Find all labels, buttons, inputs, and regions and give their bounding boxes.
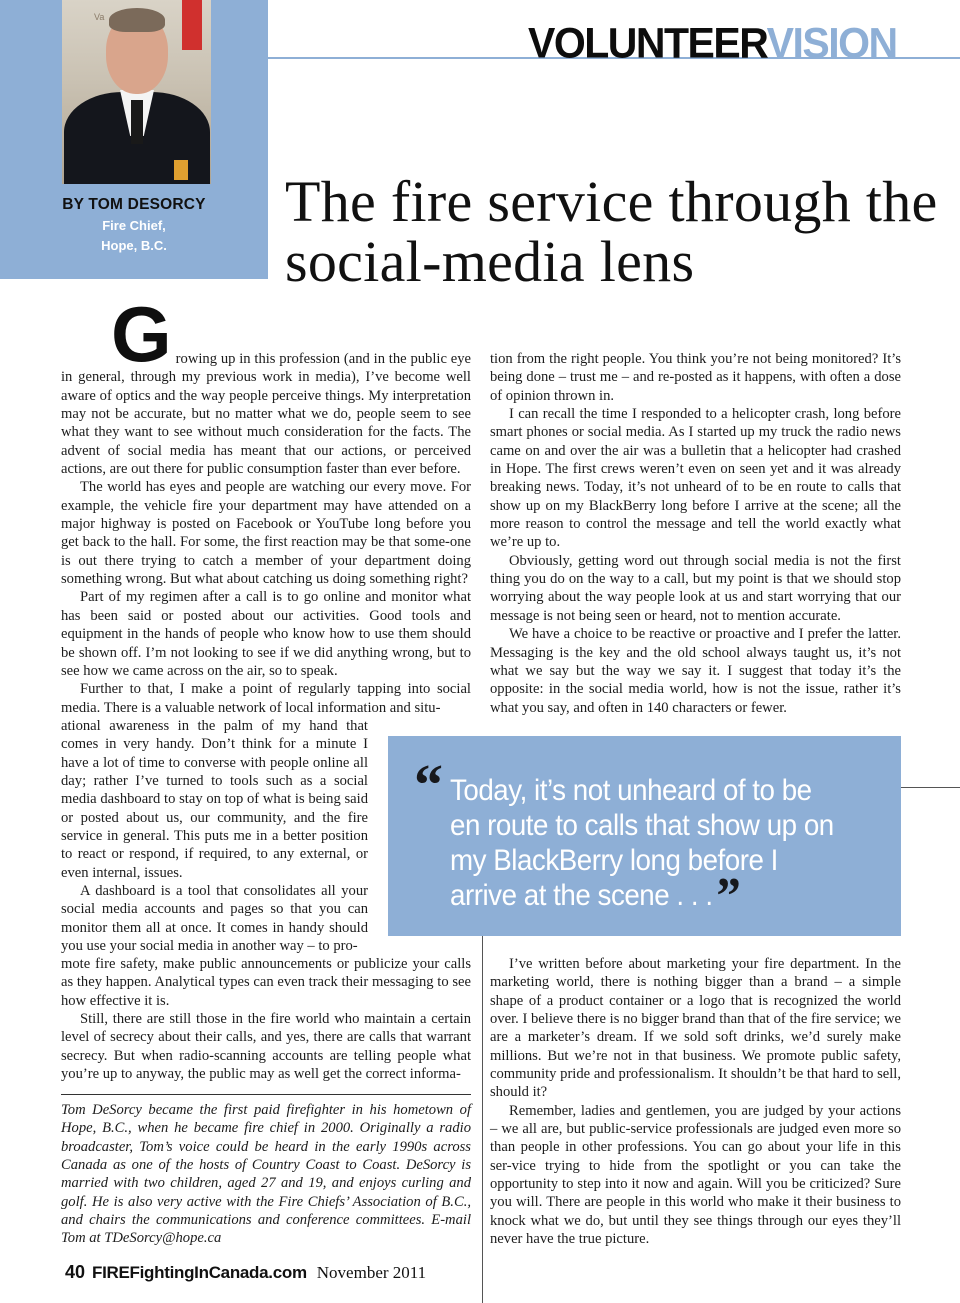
- bio-rule: [61, 1094, 471, 1095]
- article-column-right-bottom: [490, 955, 901, 1249]
- issue-date: November 2011: [316, 1263, 427, 1282]
- section-masthead: [528, 19, 897, 67]
- byline-author: BY TOM DESORCY: [62, 196, 206, 213]
- photo-hair-shape: [109, 8, 165, 32]
- drop-cap: G: [111, 290, 172, 378]
- publication-name: FIREFightingInCanada.com: [92, 1263, 307, 1282]
- article-paragraph: We have a choice to be reactive or proactive and I prefer the latter. Messaging is the key and the old school always taught us, it’s not what we say but the way we say it. I suggest that today it’s the opposite: in the social media world, how is not the issue, rather it’s what you say, and often in 140 characters or fewer.: [490, 626, 901, 716]
- article-column-left-bottom: [61, 955, 471, 1083]
- masthead-vision: VISION: [766, 18, 897, 68]
- article-paragraph: [61, 290, 471, 478]
- article-paragraph: Obviously, getting word out through social media is not the first thing you do on the way to a call, but my point is that we should stop worrying about the way people look at us and start worrying that our message is not being seen or heard, not to mention accurate.: [490, 552, 901, 624]
- paragraph-text: rowing up in this profession (and in the public eye in general, through my previous work in media), I’ve become well aware of optics and the way people perceive things. My interpretation may not be accurate, but no matter what we do, people seem to see what they want to see without much consideration for the facts. The advent of social media has meant that our actions, or perceived actions, are out there for public consumption faster than ever before.: [61, 351, 471, 478]
- author-photo: [62, 0, 211, 184]
- masthead-volunteer: VOLUNTEER: [528, 18, 767, 68]
- article-column-right-top: [490, 350, 901, 717]
- pull-quote-text: Today, it’s not unheard of to be en route to calls that show up on my BlackBerry long before I arrive at the scene . . .: [450, 774, 834, 912]
- article-paragraph-continued: ational awareness in the palm of my hand that comes in very handy. Don’t think for a minute I have a lot of time to converse with people online all day; rather I’ve turned to tools such as a social media dashboard to stay on top of what is being said or posted about us, our community, and the fire service in general. This puts me in a better position to react or respond, if required, to any external, or even internal, issues.: [61, 718, 368, 881]
- article-paragraph: A dashboard is a tool that consolidates all your social media accounts and pages so that you can monitor them all at once. It comes in handy should you use your social media in another way – to pro-: [61, 883, 368, 955]
- author-bio: Tom DeSorcy became the first paid firefighter in his hometown of Hope, B.C., when he became fire chief in 2000. Originally a radio broadcaster, Tom’s voice could be heard in the early 1990s across Canada as one of the hosts of Country Coast to Coast. DeSorcy is married with two children, aged 27 and 19, and enjoys curling and golf. He is also very active with the Fire Chiefs’ Association of B.C., and chairs the communications and conference committees. E-mail Tom at TDeSorcy@hope.ca: [61, 1102, 471, 1247]
- pull-quote: [450, 773, 845, 925]
- article-column-left-narrow: [61, 717, 368, 955]
- article-headline: The fire service through the social-media lens: [285, 169, 938, 294]
- article-paragraph: Further to that, I make a point of regularly tapping into social media. There is a valuable network of local information and situ-: [61, 681, 471, 716]
- page-footer: [65, 1262, 426, 1283]
- article-paragraph: Still, there are still those in the fire world who maintain a certain level of secrecy about their calls, and yes, there are calls that warrant secrecy. But when radio-scanning accounts are telling people what you’re up to anyway, the public may as well get the correct informa-: [61, 1011, 471, 1083]
- pull-quote-rule: [901, 787, 960, 788]
- article-paragraph: I can recall the time I responded to a helicopter crash, long before smart phones or social media. As I started up my truck the radio news came on and over the air was a bulletin that a helicopter had crashed in Hope. The first crews weren’t even on seen yet and it was already breaking news. Today, it’s not unheard of to be en route to calls that show up on my BlackBerry long before I arrive at the scene; all the more reason to control the message and tell the world exactly what we’re up to.: [490, 406, 901, 551]
- photo-flag-shape: [182, 0, 202, 50]
- article-paragraph: The world has eyes and people are watching our every move. For example, the vehicle fire your department may have attended on a major highway is posted on Facebook or YouTube long before you get back to the hall. For some, the first reaction may be that some-one is out there trying to catch a member of your department doing something wrong. But what about catching us doing something right?: [61, 479, 471, 588]
- article-column-left-top: [61, 290, 471, 717]
- article-paragraph: I’ve written before about marketing your fire department. In the marketing world, there is nothing bigger than a brand – a simple shape of a product container or a logo that is recognized the world over. I believe there is no bigger brand than that of the fire service; we are a marketer’s dream. If we sold soft drinks, we’d surely make millions. But we’re not in that business. We promote public safety, community pride and professionalism. It shouldn’t be that hard to sell, should it?: [490, 956, 901, 1101]
- article-paragraph: Remember, ladies and gentlemen, you are judged by your actions – we all are, but public-service professionals are judged even more so than people in other professions. You can go about your life in this ser-vice trying to hide from the spotlight or you can take the opportunity to step into it now and again. Will you be criticized? Sure you will. There are people in this world who make it their business to knock what we do, but until they see things through our eyes they’ll never have the true picture.: [490, 1102, 901, 1248]
- open-quote-icon: “: [414, 752, 443, 817]
- article-paragraph: Part of my regimen after a call is to go online and monitor what has been said or posted about our activities. Good tools and equipment in the hands of people who know how to use them should be shown off. I’m not looking to see if we did anything wrong, but to see how we came across on the air, so to speak.: [61, 589, 471, 679]
- photo-tie-shape: [131, 100, 143, 144]
- byline-author-title: Fire Chief,: [102, 218, 166, 233]
- byline-author-location: Hope, B.C.: [101, 238, 167, 253]
- page-number: 40: [65, 1262, 86, 1282]
- photo-background-text: Va: [94, 12, 105, 22]
- photo-badge-shape: [174, 160, 188, 180]
- article-paragraph-continued: mote fire safety, make public announcements or publicize your calls as they happen. Analytical types can even track their messaging to see how effective it is.: [61, 956, 471, 1009]
- close-quote-icon: ”: [716, 868, 741, 925]
- article-paragraph-continued: tion from the right people. You think you’re not being monitored? It’s being done – trust me – and re-posted as it happens, with often a dose of opinion thrown in.: [490, 351, 901, 404]
- column-divider-rule: [482, 936, 483, 1303]
